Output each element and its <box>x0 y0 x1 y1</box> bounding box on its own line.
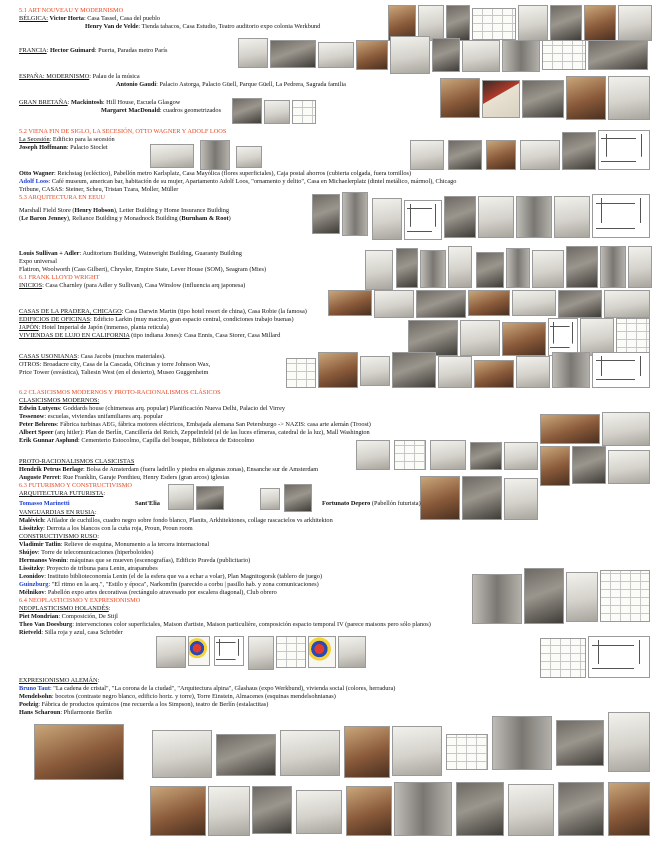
text-segment: OTROS: Broadacre city, Casa de la Cascada, Oficinas y torre Johnson Wax, <box>19 361 211 368</box>
architecture-image <box>472 8 516 40</box>
subsection-label: JAPÓN <box>19 324 39 331</box>
text-segment: : Pabellón expo artes decorativas (rectángulo atravesado por escalera diagonal), Club obrero <box>44 589 277 596</box>
text-segment: : Hotel Imperial de Japón (inmenso, planta reticula) <box>38 324 169 331</box>
architecture-image <box>540 446 570 486</box>
text-line <box>19 369 208 377</box>
architecture-image <box>264 100 290 124</box>
architect-name: Mackintosh <box>70 99 103 106</box>
text-segment: : Goddards house (chimeneas arq. popular) Planificación Nueva Delhi, Palacio del Virrey <box>59 405 286 412</box>
subsection-label: GRAN BRETAÑA <box>19 99 68 106</box>
architect-name: Mendelsohn <box>19 693 52 700</box>
architecture-image <box>360 356 390 386</box>
architect-name: Victor Horta <box>48 15 84 22</box>
architect-name: Malévich <box>19 517 44 524</box>
architecture-image <box>344 726 390 778</box>
architecture-image <box>600 246 626 288</box>
architect-name: Henry Hobson <box>74 207 114 214</box>
architecture-image <box>232 98 262 124</box>
text-segment: : escuelas, viviendas unifamiliares arq. popular <box>44 413 163 420</box>
text-segment: : Palau de la música <box>89 73 140 80</box>
architecture-image <box>408 320 458 356</box>
text-line <box>101 107 221 115</box>
architecture-image <box>252 786 292 834</box>
subsection-label: CLASICISMOS MODERNOS: <box>19 397 100 404</box>
text-segment: : Casa Jacobs (muchos materiales). <box>77 353 166 360</box>
text-segment: : "El ritmo en la arq.", "Estilo y época", Narkomfin (parecido a corbu | pasillo hab. y zona comunicaciones) <box>48 581 319 588</box>
text-line <box>19 47 167 55</box>
architecture-image <box>292 100 316 124</box>
subsection-label: CASAS DE LA PRADERA, CHICAGO <box>19 308 122 315</box>
subsection-label: VIVIENDAS DE LUJO EN CALIFORNIA <box>19 332 130 339</box>
architecture-image <box>628 246 652 288</box>
architect-name: Sant'Elia <box>135 500 160 507</box>
architecture-image <box>518 5 548 41</box>
subsection-label: INICIOS <box>19 282 43 289</box>
text-segment: : Palacio Astorga, Palacio Güell, Parque Güell, La Pedrera, Sagrada familia <box>156 81 346 88</box>
architecture-image <box>150 144 194 168</box>
subsection-label: EXPRESIONISMO ALEMÁN <box>19 677 98 684</box>
architect-name: Tessenow <box>19 413 45 420</box>
architect-name: Henry Van de Velde <box>85 23 139 30</box>
text-segment: : <box>46 47 50 54</box>
architect-name: Hector Guimard <box>49 47 95 54</box>
text-line <box>19 437 254 445</box>
text-line <box>19 629 123 637</box>
architecture-image <box>616 318 650 356</box>
text-segment: : Torre de telecomunicaciones (hiperboloides) <box>37 549 154 556</box>
architect-name: Guinzburg <box>19 581 49 588</box>
text-segment: Tribune, CASAS: Steiner, Scheu, Tristan Tzara, Moller, Müller <box>19 186 179 193</box>
architecture-image <box>156 636 186 668</box>
architecture-image <box>598 130 650 170</box>
section-heading: 5.3 ARQUITECTURA EN EEUU <box>19 194 106 201</box>
section-heading: 5.2 VIENA FIN DE SIGLO, LA SECESIÓN, OTTO WAGNER Y ADOLF LOOS <box>19 128 227 135</box>
architecture-image <box>338 636 366 668</box>
architecture-image <box>554 196 590 238</box>
architecture-image <box>566 76 606 120</box>
architecture-image <box>308 636 336 668</box>
subsection-label: FRANCIA <box>19 47 47 54</box>
architect-name: Albert Speer <box>19 429 54 436</box>
text-segment: (Pabellón futurista) <box>370 500 421 507</box>
subsection-label: NEOPLASTICISMO HOLANDÉS <box>19 605 109 612</box>
text-segment: : cuadros geometrizados <box>159 107 222 114</box>
architecture-image <box>608 782 650 836</box>
section-heading: 6.3 FUTURISMO Y CONSTRUCTIVISMO <box>19 482 132 489</box>
architecture-image <box>432 38 460 72</box>
architecture-image <box>270 40 316 68</box>
subsection-label: CONSTRUCTIVISMO RUSO <box>19 533 98 540</box>
section-heading: 5.1 ART NOUVEAU Y MODERNISMO <box>19 7 124 14</box>
text-segment: : Afilador de cuchillos, cuadro negro sobre fondo blanco, Planits, Arkhitektones, collage rascacielos vs arkhitekton <box>43 517 333 524</box>
architect-name: Otto Wagner <box>19 170 55 177</box>
architecture-image <box>150 786 206 836</box>
text-segment: ), Reliance Building y Monadnock Building ( <box>66 215 182 222</box>
text-segment: : Puerta, Paradas metro París <box>94 47 168 54</box>
architecture-image <box>420 476 460 520</box>
architecture-image <box>152 730 212 778</box>
text-line <box>19 194 105 202</box>
architecture-image <box>416 290 466 318</box>
text-segment: : <box>108 605 111 612</box>
architecture-image <box>524 568 564 624</box>
architecture-image <box>506 248 530 288</box>
architecture-image <box>540 414 600 444</box>
text-segment: : Auditorium Building, Wainwright Building, Guaranty Building <box>79 250 242 257</box>
architecture-image <box>460 320 500 356</box>
architect-name: Rietveld <box>19 629 42 636</box>
architecture-image <box>392 726 442 776</box>
architecture-image <box>394 440 426 470</box>
architecture-image <box>512 290 556 316</box>
text-segment: : Relieve de esquina, Monumento a la tercera internacional <box>60 541 210 548</box>
architecture-image <box>556 720 604 766</box>
text-segment: : Silla roja y azul, casa Schröder <box>41 629 123 636</box>
text-segment: Expo universal <box>19 258 57 265</box>
architect-name: Erik Gunnar Asplund <box>19 437 79 444</box>
text-line <box>19 709 112 717</box>
architecture-image <box>588 636 650 678</box>
text-segment: ) <box>228 215 231 222</box>
text-line <box>19 332 280 340</box>
architecture-image <box>478 196 514 238</box>
architecture-image <box>600 570 650 622</box>
text-segment: Flatiron, Woolworth (Cass Gilbert), Chrysler, Empire State, Lever House (SOM), Seagram (Mies) <box>19 266 267 273</box>
text-segment: : Edificio Larkin (muy macizo, gran espacio central, condiciones trabajo buenas) <box>90 316 294 323</box>
architecture-image <box>168 484 194 510</box>
architect-name: Lissitzky <box>19 565 44 572</box>
architecture-image <box>346 786 392 836</box>
subsection-label: PROTO-RACIONALISMOS CLASICISTAS <box>19 458 135 465</box>
architecture-image <box>462 476 502 520</box>
text-segment: (arq hitler): Plan de Berlín, Cancillería del Reich, Zeppelinfeld (el de las luces efímeras, catedral de la luz), Mall Washington <box>53 429 370 436</box>
architect-name: Hermanos Vesnin <box>19 557 67 564</box>
architect-name: Louis Sullivan + Adler <box>19 250 80 257</box>
subsection-label: EDIFICIOS DE OFICINAS <box>19 316 91 323</box>
text-segment: (tipo indiana Jones): Casa Ennis, Casa Storer, Casa Millard <box>129 332 281 339</box>
architecture-image <box>572 446 606 484</box>
architect-name: Hans Scharoun <box>19 709 61 716</box>
text-segment: : Derrota a los blancos con la cuña roja, Proun, Proun room <box>43 525 193 532</box>
text-segment: : Reichstag (ecléctico), Pabellón metro Karlsplatz, Casa Mayólica (flores superficiales), Caja postal ahorros (cubierta colgada, fuera tornillos) <box>54 170 412 177</box>
architect-name: Mélnikov <box>19 589 45 596</box>
architecture-image <box>286 358 316 388</box>
text-segment: : <box>94 509 97 516</box>
architecture-image <box>374 290 414 318</box>
text-segment: : Philarmonie Berlín <box>60 709 112 716</box>
architecture-image <box>404 200 442 240</box>
architecture-image <box>420 250 446 288</box>
architecture-image <box>482 80 520 118</box>
text-line <box>322 500 421 508</box>
architecture-image <box>34 724 124 780</box>
architecture-image <box>608 712 650 772</box>
architecture-image <box>580 318 614 356</box>
architecture-image <box>558 290 602 318</box>
text-segment: : Cementerio Estocolmo, Capilla del bosque, Biblioteca de Estocolmo <box>78 437 255 444</box>
architecture-image <box>558 782 604 836</box>
architecture-image <box>430 440 466 470</box>
subsection-label: ESPAÑA: MODERNISMO <box>19 73 90 80</box>
text-segment: : <box>97 677 100 684</box>
architect-name: Peter Behrens <box>19 421 57 428</box>
architect-name: Leonidov <box>19 573 45 580</box>
architect-name: Lissitzky <box>19 525 44 532</box>
architecture-image <box>468 290 510 316</box>
text-line <box>19 144 108 152</box>
architecture-image <box>462 40 500 72</box>
architecture-image <box>448 246 472 288</box>
architecture-image <box>502 322 546 356</box>
text-segment: : Bolsa de Amsterdam (fuera ladrillo y piedra en algunas zonas), Ensanche sur de Amsterdam <box>83 466 319 473</box>
text-segment: : bocetos (contraste negro blanco, edificio horiz. y torre), Torre Einstein, Almacenes (esquinas mendelsohnianas) <box>51 693 336 700</box>
architecture-image <box>502 40 540 72</box>
architecture-image <box>504 478 538 520</box>
architecture-image <box>472 574 522 624</box>
text-segment: : intervenciones color superficiales, Maison d'artiste, Maison particulière, composición espacio temporal IV (parece maisons pero sólo planos) <box>72 621 431 628</box>
architecture-image <box>470 442 502 470</box>
architecture-image <box>440 78 480 118</box>
architecture-image <box>504 442 538 470</box>
subsection-label: VANGUARDIAS EN RUSIA <box>19 509 95 516</box>
architecture-image <box>438 356 472 388</box>
architect-name: Piet Mondrian <box>19 613 59 620</box>
architecture-image <box>390 36 430 74</box>
architect-name: Burnham & Root <box>181 215 229 222</box>
architecture-image <box>540 638 586 678</box>
architecture-image <box>592 352 650 388</box>
text-line <box>116 81 346 89</box>
text-line <box>19 282 245 290</box>
architect-name: Bruno Taut <box>19 685 50 692</box>
text-segment: : <box>97 533 99 540</box>
architect-name: Vladimir Tatlin <box>19 541 61 548</box>
architecture-image <box>236 146 262 168</box>
architect-name: Auguste Perret <box>19 474 60 481</box>
architecture-image <box>516 196 552 238</box>
text-segment: : Tienda tabacos, Casa Estudio, Teatro auditorio expo colonia Werkbund <box>138 23 321 30</box>
architecture-image <box>260 488 280 510</box>
architecture-image <box>608 450 650 484</box>
architecture-image <box>456 782 504 836</box>
text-segment: : <box>103 490 106 497</box>
section-heading: 6.1 FRANK LLOYD WRIGHT <box>19 274 100 281</box>
text-segment: : Café museum, american bar, habitación de su mujer, Apartamento Adolf Loos, "ornamento y delito", Casa en Michaelerplatz (dintel metálico, mármol), Chicago <box>48 178 457 185</box>
architect-name: Edwin Lutyens <box>19 405 60 412</box>
architecture-image <box>552 352 590 388</box>
architect-name: Shújov <box>19 549 38 556</box>
architecture-image <box>356 40 388 70</box>
subsection-label: BÉLGICA: <box>19 15 49 22</box>
text-line <box>135 500 160 508</box>
architect-name: Hendrik Petrus Berlage <box>19 466 84 473</box>
text-segment: : Proyecto de tribuna para Lenin, atrapanubes <box>43 565 158 572</box>
architecture-image <box>608 76 650 120</box>
text-segment: : Fábrica de productos químicos (me recuerda a los Simpson), teatro de Berlín (estalactitas) <box>38 701 269 708</box>
architecture-image <box>448 140 482 170</box>
architecture-image <box>486 140 516 170</box>
architecture-image <box>365 250 393 290</box>
text-line <box>19 215 231 223</box>
text-segment: : Edificio para la secesión <box>49 136 115 143</box>
section-heading: 6.4 NEOPLASTICISMO Y EXPRESIONISMO <box>19 597 141 604</box>
text-segment: : Instituto biblioteconomía Lenin (el de la esfera que va a echar a volar), Plan Magnitogorsk (tablero de juego) <box>44 573 323 580</box>
architect-name: Theo Van Doesburg <box>19 621 73 628</box>
architect-name: Antonio Gaudí <box>116 81 157 88</box>
text-segment: Marshall Field Store ( <box>19 207 75 214</box>
architecture-image <box>328 290 372 316</box>
text-segment: : Composición, De Stijl <box>58 613 118 620</box>
architecture-image <box>592 194 650 238</box>
text-segment: Price Tower (esvástica), Taliesin West (en el desierto), Museo Guggenheim <box>19 369 209 376</box>
architecture-image <box>208 786 250 836</box>
text-segment: : "La cadena de cristal", "La corona de la ciudad", "Arquitectura alpina", Glashaus (expo Werkbund), vivienda social (colores, herradura) <box>49 685 396 692</box>
architecture-image <box>588 40 648 70</box>
architecture-image <box>562 132 596 170</box>
text-segment: ), Letter Building y Home Insurance Building <box>113 207 230 214</box>
subsection-label: CASAS USONIANAS <box>19 353 78 360</box>
architecture-image <box>356 440 390 470</box>
architect-name: Joseph Hoffmann <box>19 144 67 151</box>
architecture-image <box>318 352 358 388</box>
architecture-image <box>444 196 476 238</box>
architecture-image <box>284 484 312 512</box>
architecture-image <box>604 290 650 318</box>
architecture-image <box>216 734 276 776</box>
text-segment: : Casa Charnley (para Adler y Sullivan), Casa Winslow (influencia arq japonesa) <box>42 282 246 289</box>
architecture-image <box>542 40 586 70</box>
text-segment: : Casa Tassel, Casa del pueblo <box>83 15 160 22</box>
architecture-image <box>214 636 244 666</box>
architecture-image <box>248 636 274 670</box>
architecture-image <box>372 198 402 240</box>
architect-name: Adolf Loos <box>19 178 49 185</box>
architecture-image <box>548 318 578 356</box>
text-line <box>85 23 320 31</box>
architecture-image <box>520 140 560 170</box>
text-segment: : Hill House, Escuela Glasgow <box>102 99 181 106</box>
architecture-image <box>550 5 582 41</box>
architecture-image <box>584 5 616 41</box>
architecture-image <box>188 636 210 666</box>
text-line <box>19 490 105 498</box>
subsection-label: La Secesión <box>19 136 50 143</box>
architecture-image <box>566 572 598 622</box>
architecture-image <box>396 248 418 288</box>
text-segment: ( <box>19 215 22 222</box>
architecture-image <box>522 80 564 118</box>
architecture-image <box>508 784 554 836</box>
architecture-image <box>532 250 564 288</box>
architecture-image <box>200 140 230 170</box>
architecture-image <box>602 412 650 446</box>
architecture-image <box>312 194 340 234</box>
architecture-image <box>318 42 354 68</box>
text-segment: : <box>67 99 71 106</box>
architecture-image <box>296 790 342 834</box>
text-segment: : máquinas que se mueven (escenografías), Edificio Pravda (publicitario) <box>66 557 251 564</box>
architecture-image <box>280 730 340 776</box>
architect-name: Poelzig <box>19 701 39 708</box>
text-segment: : Palacio Stoclet <box>66 144 108 151</box>
architecture-image <box>342 192 368 236</box>
text-segment: : Rue Franklin, Garaje Ponthieu, Henry Esders (gran arcos) iglesias <box>59 474 230 481</box>
architect-name: Fortunato Depero <box>322 500 371 507</box>
architecture-image <box>566 246 598 288</box>
architecture-image <box>392 352 436 388</box>
architecture-image <box>446 734 488 770</box>
text-line <box>19 500 70 508</box>
architecture-image <box>516 356 550 388</box>
text-segment: : Casa Darwin Martin (tipo hotel resort de china), Casa Robie (la famosa) <box>121 308 307 315</box>
section-heading: 6.2 CLASICISMOS MODERNOS Y PROTO-RACIONALISMOS CLÁSICOS <box>19 389 221 396</box>
architect-name: Margaret MacDonald <box>101 107 160 114</box>
architect-name: Le Baron Jenney <box>21 215 67 222</box>
architecture-image <box>446 5 470 41</box>
architecture-image <box>196 486 224 510</box>
architecture-image <box>476 252 504 288</box>
architecture-image <box>238 38 268 68</box>
architecture-image <box>492 716 552 770</box>
text-segment: : Fábrica turbinas AEG, fábrica motores eléctricos, Embajada alemana San Petersburgo -> NAZIS: casa arte alemán (Troost) <box>56 421 371 428</box>
architecture-image <box>618 5 652 41</box>
architecture-image <box>410 140 444 170</box>
architecture-image <box>394 782 452 836</box>
architecture-image <box>276 636 306 668</box>
architecture-image <box>474 360 514 388</box>
subsection-label: ARQUITECTURA FUTURISTA <box>19 490 104 497</box>
architect-name: Tomasso Marinetti <box>19 500 70 507</box>
